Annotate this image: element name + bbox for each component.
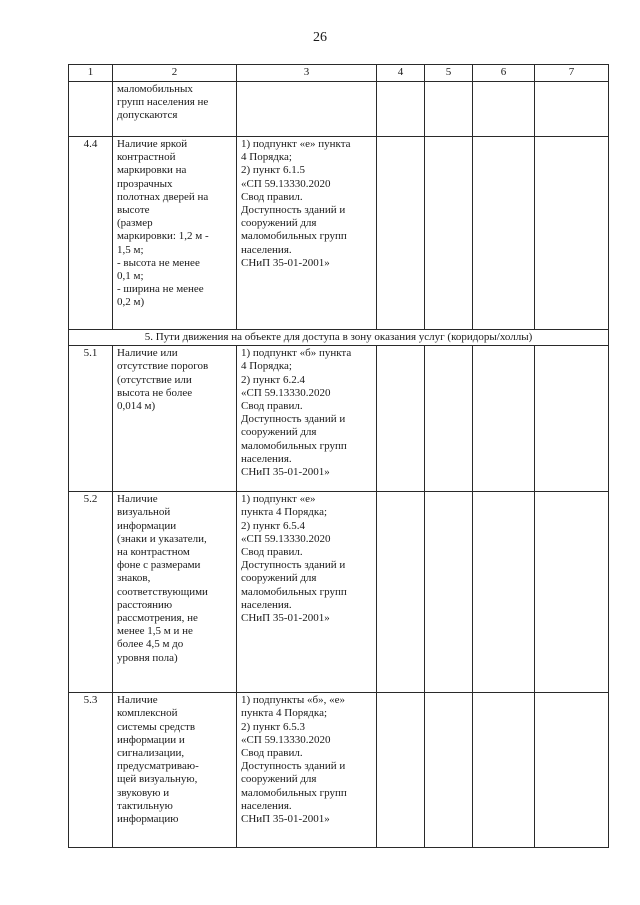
cell-line: 2) пункт 6.1.5: [241, 164, 305, 177]
cell-line: 1,5 м;: [117, 243, 144, 256]
cell-line: сооружений для: [241, 572, 317, 585]
cell-line: предусматриваю-: [117, 760, 199, 773]
reference-cell: [237, 346, 377, 492]
cell-line: населения.: [241, 598, 292, 611]
cell-line: Свод правил.: [241, 546, 303, 559]
cell-line: маломобильных: [117, 83, 193, 95]
cell-line: расстоянию: [117, 598, 173, 611]
cell-line: пункта 4 Порядка;: [241, 506, 328, 519]
cell-line: визуальной: [117, 506, 171, 519]
cell-line: Наличие: [117, 694, 158, 707]
reference-cell: [237, 492, 377, 693]
column-header: 4: [377, 65, 425, 82]
empty-cell: [377, 82, 425, 137]
cell-line: высота не более: [117, 386, 193, 399]
empty-cell: [535, 693, 609, 848]
cell-line: «СП 59.13330.2020: [241, 177, 331, 190]
section-header-row: [69, 330, 609, 346]
cell-line: (знаки и указатели,: [117, 532, 207, 545]
row-number-cell: 5.1: [69, 346, 113, 492]
cell-line: «СП 59.13330.2020: [241, 386, 331, 399]
cell-line: контрастной: [117, 151, 176, 164]
empty-cell: [473, 82, 535, 137]
cell-line: групп населения не: [117, 96, 209, 109]
cell-line: Наличие яркой: [117, 138, 188, 150]
cell-line: населения.: [241, 452, 292, 465]
column-header: 1: [69, 65, 113, 82]
row-number-cell: 4.4: [69, 137, 113, 330]
cell-line: маломобильных групп: [241, 439, 347, 452]
continuation-row: [69, 82, 609, 137]
cell-line: 0,1 м;: [117, 270, 144, 283]
cell-line: Наличие или: [117, 347, 178, 360]
criterion-cell: [113, 346, 237, 492]
empty-cell: [377, 492, 425, 693]
criterion-cell: [113, 137, 237, 330]
reference-cell: [237, 693, 377, 848]
cell-line: маломобильных групп: [241, 230, 347, 243]
empty-cell: [473, 346, 535, 492]
column-header: 2: [113, 65, 237, 82]
empty-cell: [535, 346, 609, 492]
cell-line: менее 1,5 м и не: [117, 625, 193, 638]
criterion-cell: [113, 82, 237, 137]
requirements-table: [68, 64, 609, 848]
cell-line: информации: [117, 519, 177, 532]
table-row-4-4: [69, 137, 609, 330]
empty-cell: [425, 346, 473, 492]
cell-line: Доступность зданий и: [241, 413, 346, 426]
section-title: 5. Пути движения на объекте для доступа в зону оказания услуг (коридоры/холлы): [69, 330, 609, 346]
table-row-5-1: [69, 346, 609, 492]
cell-line: прозрачных: [117, 177, 173, 190]
cell-line: Свод правил.: [241, 747, 303, 760]
column-header: 5: [425, 65, 473, 82]
cell-line: информацию: [117, 813, 179, 826]
cell-line: более 4,5 м до: [117, 638, 184, 651]
cell-line: 0,2 м): [117, 296, 145, 309]
cell-line: населения.: [241, 799, 292, 812]
cell-line: отсутствие порогов: [117, 360, 209, 373]
cell-line: Доступность зданий и: [241, 760, 346, 773]
cell-line: СНиП 35-01-2001»: [241, 466, 330, 479]
cell-line: высоте: [117, 204, 150, 217]
cell-line: сооружений для: [241, 426, 317, 439]
empty-cell: [377, 137, 425, 330]
cell-line: маломобильных групп: [241, 585, 347, 598]
row-number-cell: 5.2: [69, 492, 113, 693]
cell-line: допускаются: [117, 109, 178, 122]
empty-cell: [377, 346, 425, 492]
empty-cell: [377, 693, 425, 848]
cell-line: Свод правил.: [241, 400, 303, 413]
cell-line: (размер: [117, 217, 153, 230]
cell-line: 0,014 м): [117, 400, 156, 413]
cell-line: маломобильных групп: [241, 786, 347, 799]
cell-line: комплексной: [117, 707, 178, 720]
cell-line: Доступность зданий и: [241, 204, 346, 217]
cell-line: 1) подпункт «е» пункта: [241, 138, 351, 150]
cell-line: пункта 4 Порядка;: [241, 707, 328, 720]
cell-line: системы средств: [117, 720, 196, 733]
cell-line: - ширина не менее: [117, 283, 204, 296]
cell-line: СНиП 35-01-2001»: [241, 813, 330, 826]
empty-cell: [535, 82, 609, 137]
cell-line: информации и: [117, 733, 185, 746]
column-header: 3: [237, 65, 377, 82]
criterion-cell: [113, 492, 237, 693]
criterion-cell: [113, 693, 237, 848]
cell-line: Свод правил.: [241, 190, 303, 203]
cell-line: (отсутствие или: [117, 373, 192, 386]
empty-cell: [425, 693, 473, 848]
empty-cell: [473, 693, 535, 848]
reference-cell: [237, 137, 377, 330]
cell-line: - высота не менее: [117, 256, 200, 269]
empty-cell: [535, 492, 609, 693]
page-number: 26: [313, 30, 327, 45]
cell-line: 2) пункт 6.5.3: [241, 720, 305, 733]
cell-line: маркировки: 1,2 м -: [117, 230, 209, 243]
cell-line: на контрастном: [117, 546, 190, 559]
cell-line: СНиП 35-01-2001»: [241, 612, 330, 625]
cell-line: «СП 59.13330.2020: [241, 532, 331, 545]
cell-line: 2) пункт 6.2.4: [241, 373, 305, 386]
cell-line: знаков,: [117, 572, 151, 585]
column-header: 6: [473, 65, 535, 82]
cell-line: фоне с размерами: [117, 559, 201, 572]
cell-line: маркировки на: [117, 164, 187, 177]
cell-line: 2) пункт 6.5.4: [241, 519, 305, 532]
cell-line: полотнах дверей на: [117, 190, 209, 203]
cell-line: уровня пола): [117, 651, 178, 664]
cell-line: сооружений для: [241, 217, 317, 230]
cell-line: звуковую и: [117, 786, 170, 799]
cell-line: 1) подпункт «е»: [241, 493, 316, 506]
cell-line: тактильную: [117, 799, 173, 812]
cell-line: «СП 59.13330.2020: [241, 733, 331, 746]
row-number-cell: 5.3: [69, 693, 113, 848]
cell-line: 4 Порядка;: [241, 151, 292, 164]
empty-cell: [425, 82, 473, 137]
empty-cell: [425, 137, 473, 330]
table-row-5-2: [69, 492, 609, 693]
cell-line: СНиП 35-01-2001»: [241, 256, 330, 269]
table-row-5-3: [69, 693, 609, 848]
empty-cell: [473, 137, 535, 330]
cell-line: Наличие: [117, 493, 158, 506]
column-header: 7: [535, 65, 609, 82]
cell-line: сигнализации,: [117, 747, 185, 760]
cell-line: сооружений для: [241, 773, 317, 786]
empty-cell: [535, 137, 609, 330]
cell-line: рассмотрения, не: [117, 612, 198, 625]
column-header-row: [69, 65, 609, 82]
cell-line: 1) подпункт «б» пункта: [241, 347, 352, 360]
cell-line: 4 Порядка;: [241, 360, 292, 373]
empty-cell: [473, 492, 535, 693]
cell-line: соответствующими: [117, 585, 208, 598]
cell-line: населения.: [241, 243, 292, 256]
cell-line: 1) подпункты «б», «е»: [241, 694, 345, 707]
empty-cell: [425, 492, 473, 693]
reference-cell: [237, 82, 377, 137]
row-number-cell: [69, 82, 113, 137]
cell-line: Доступность зданий и: [241, 559, 346, 572]
cell-line: щей визуальную,: [117, 773, 198, 786]
